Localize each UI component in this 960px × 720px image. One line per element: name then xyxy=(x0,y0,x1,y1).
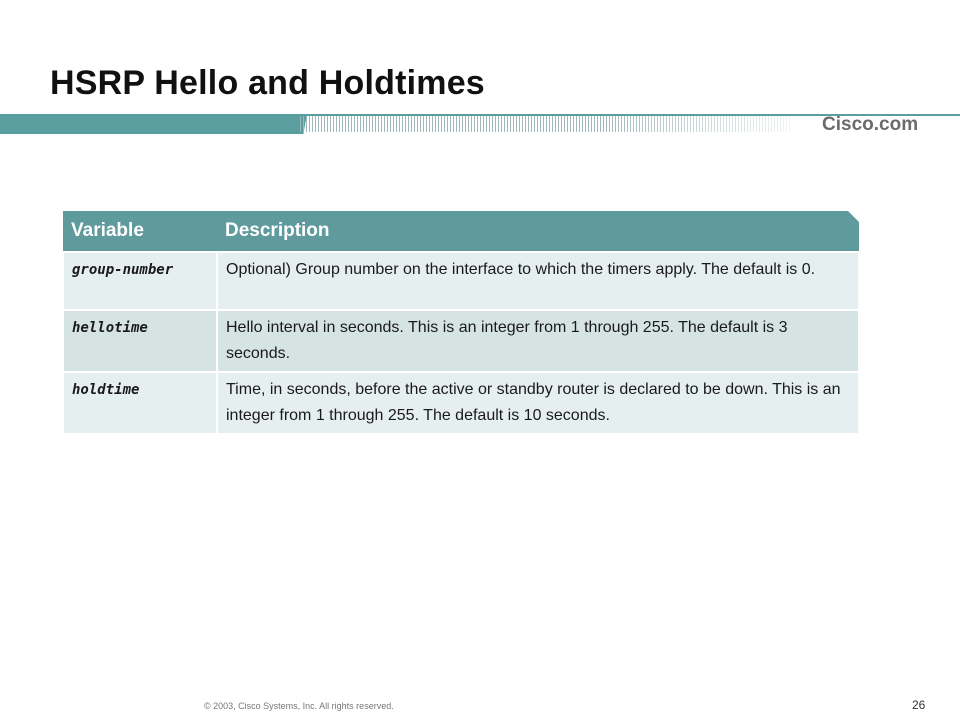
row-description: Optional) Group number on the interface to which the timers apply. The default is 0. xyxy=(217,252,859,310)
table-corner-cut xyxy=(848,211,860,223)
row-variable: group-number xyxy=(63,252,217,310)
header-variable: Variable xyxy=(71,220,144,241)
cisco-brand-logo: Cisco.com xyxy=(822,114,919,135)
slide-title: HSRP Hello and Holdtimes xyxy=(50,64,485,102)
row-description: Time, in seconds, before the active or standby router is declared to be down. This is an integer from 1 through 255. The default is 10 seconds. xyxy=(217,372,859,434)
row-variable: holdtime xyxy=(63,372,217,434)
page-number: 26 xyxy=(912,698,926,712)
copyright-footer: © 2003, Cisco Systems, Inc. All rights reserved. xyxy=(204,701,394,711)
row-description: Hello interval in seconds. This is an integer from 1 through 255. The default is 3 seconds. xyxy=(217,310,859,372)
table-header-row xyxy=(63,211,859,252)
row-variable: hellotime xyxy=(63,310,217,372)
table-row xyxy=(63,252,859,310)
variables-table-container xyxy=(62,211,860,435)
header-band xyxy=(0,114,960,136)
table-row xyxy=(63,310,859,372)
header-description: Description xyxy=(225,220,330,241)
variables-table xyxy=(62,211,860,435)
table-row xyxy=(63,372,859,434)
